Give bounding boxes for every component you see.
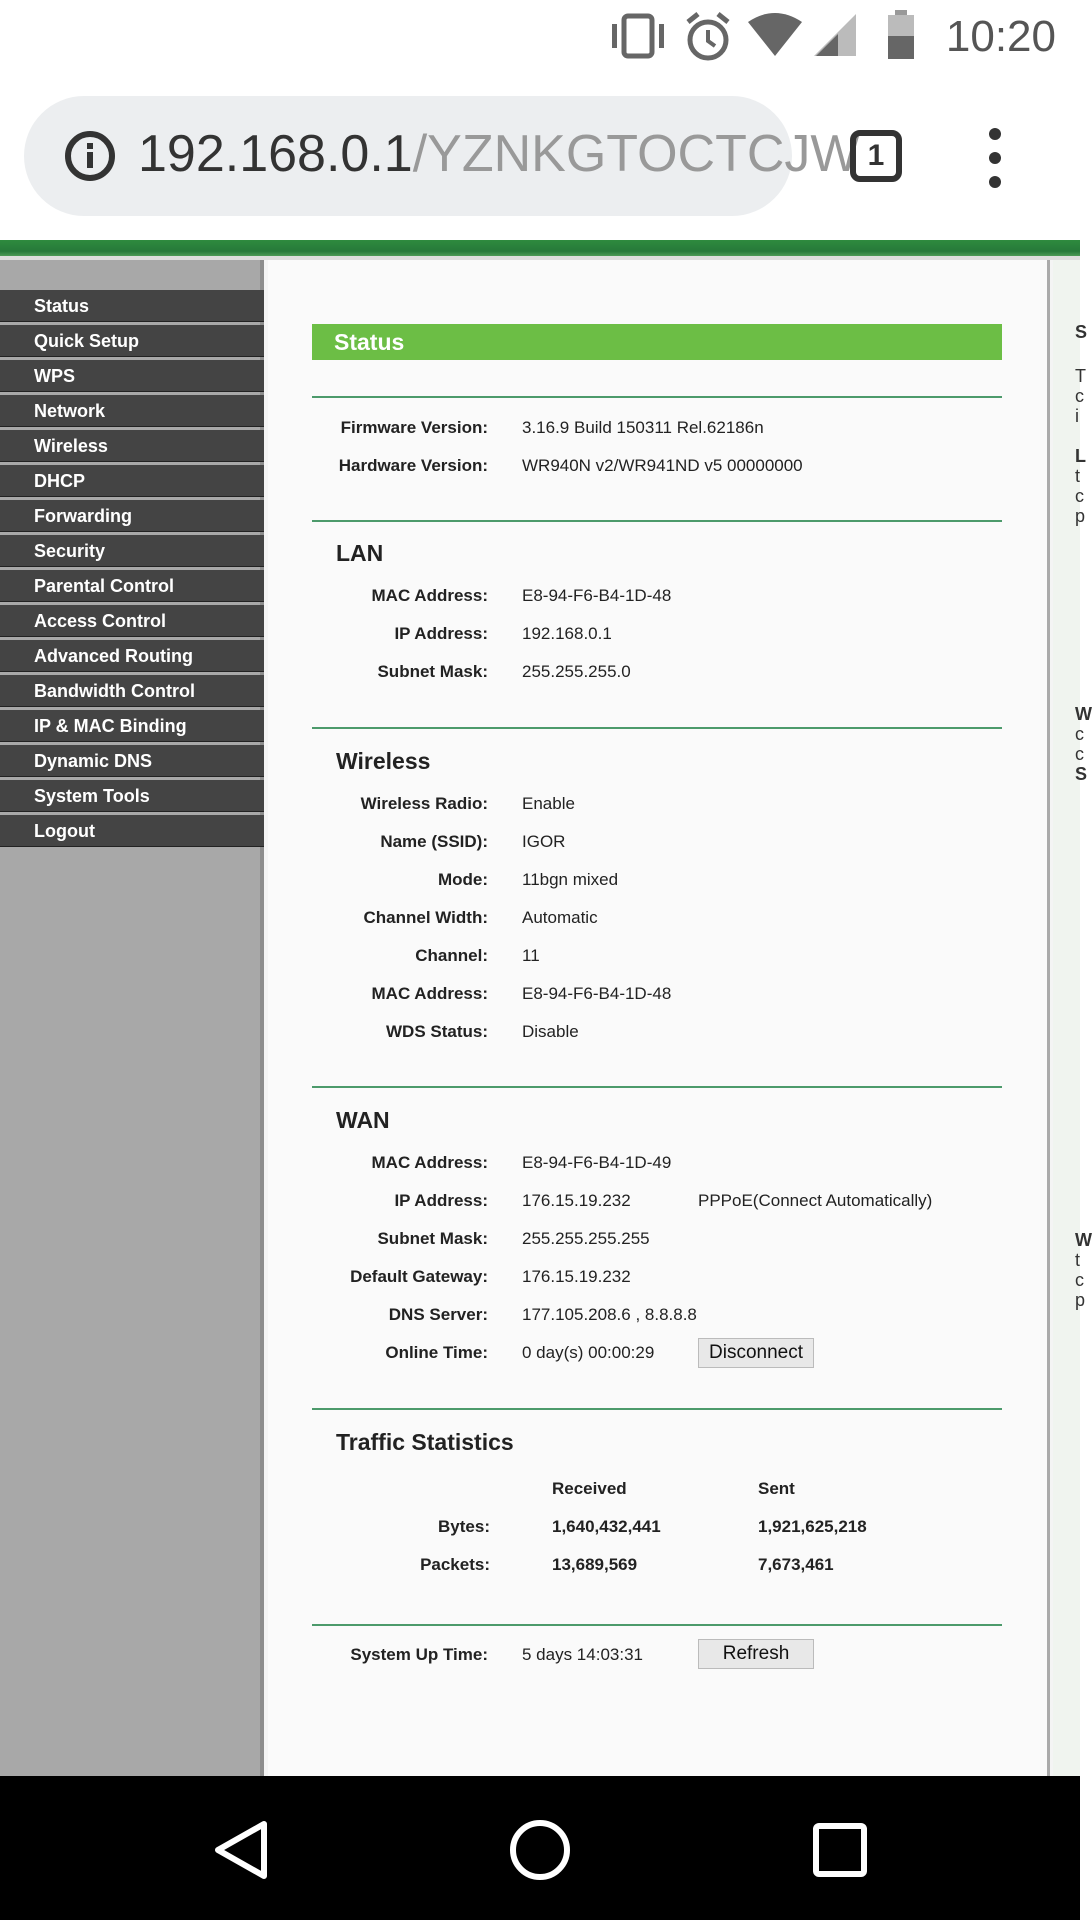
- packets-label: Packets:: [420, 1555, 490, 1574]
- help-fragment: p: [1075, 506, 1086, 526]
- sidebar-item-logout[interactable]: Logout: [0, 815, 264, 847]
- firmware-label: Firmware Version:: [340, 418, 488, 437]
- wan-ip-label: IP Address:: [394, 1191, 488, 1210]
- sidebar-item-system-tools[interactable]: System Tools: [0, 780, 264, 812]
- sidebar-item-ip-mac-binding[interactable]: IP & MAC Binding: [0, 710, 264, 742]
- dns-value: 177.105.208.6 , 8.8.8.8: [522, 1305, 697, 1324]
- info-icon[interactable]: [64, 130, 116, 182]
- traffic-title: Traffic Statistics: [336, 1429, 514, 1455]
- lan-mask-value: 255.255.255.0: [522, 662, 631, 681]
- sidebar-item-quick-setup[interactable]: Quick Setup: [0, 325, 264, 357]
- router-page: [0, 260, 1092, 1776]
- sidebar-item-bandwidth-control[interactable]: Bandwidth Control: [0, 675, 264, 707]
- lan-ip-value: 192.168.0.1: [522, 624, 612, 643]
- mode-value: 11bgn mixed: [522, 870, 619, 889]
- help-fragment: T: [1075, 366, 1086, 386]
- bytes-sent: 1,921,625,218: [758, 1517, 867, 1536]
- page-title: Status: [312, 324, 1002, 360]
- signal-icon: [812, 12, 858, 58]
- gateway-label: Default Gateway:: [350, 1267, 488, 1286]
- uptime-value: 5 days 14:03:31: [522, 1645, 643, 1664]
- packets-sent: 7,673,461: [758, 1555, 834, 1574]
- lan-mac-label: MAC Address:: [371, 586, 488, 605]
- address-bar[interactable]: [24, 96, 860, 216]
- sidebar-item-dynamic-dns[interactable]: Dynamic DNS: [0, 745, 264, 777]
- section-divider: [312, 1408, 1002, 1410]
- help-fragment: t: [1075, 1250, 1081, 1270]
- bytes-label: Bytes:: [438, 1517, 490, 1536]
- sent-header: Sent: [758, 1479, 795, 1498]
- lan-mac-value: E8-94-F6-B4-1D-48: [522, 586, 672, 605]
- lan-mask-label: Subnet Mask:: [377, 662, 488, 681]
- wireless-mac-value: E8-94-F6-B4-1D-48: [522, 984, 672, 1003]
- help-fragment: S: [1075, 322, 1088, 342]
- wireless-mac-label: MAC Address:: [371, 984, 488, 1003]
- channel-width-value: Automatic: [522, 908, 598, 927]
- wan-connection-type: PPPoE(Connect Automatically): [698, 1191, 933, 1210]
- wan-mask-label: Subnet Mask:: [377, 1229, 488, 1248]
- wan-mac-label: MAC Address:: [371, 1153, 488, 1172]
- wifi-icon: [746, 12, 804, 58]
- ssid-label: Name (SSID):: [380, 832, 488, 851]
- status-content: [268, 260, 1050, 1776]
- wan-ip-value: 176.15.19.232: [522, 1191, 631, 1210]
- refresh-button[interactable]: Refresh: [698, 1639, 814, 1669]
- packets-received: 13,689,569: [552, 1555, 638, 1574]
- hardware-label: Hardware Version:: [338, 456, 488, 475]
- help-fragment: c: [1075, 386, 1084, 406]
- tab-switcher-button[interactable]: 1: [850, 130, 902, 182]
- section-divider: [312, 520, 1002, 522]
- url-host: 192.168.0.1: [138, 125, 413, 183]
- sidebar: [0, 260, 264, 1776]
- online-time-value: 0 day(s) 00:00:29: [522, 1343, 655, 1362]
- help-panel: [1053, 260, 1092, 1776]
- sidebar-item-status[interactable]: Status: [0, 290, 264, 322]
- channel-value: 11: [522, 946, 540, 965]
- online-time-label: Online Time:: [385, 1343, 488, 1362]
- browser-menu-button[interactable]: [980, 128, 1010, 188]
- alarm-icon: [684, 10, 732, 62]
- home-icon[interactable]: [508, 1818, 572, 1882]
- wireless-title: Wireless: [336, 748, 431, 774]
- section-divider: [312, 396, 1002, 398]
- sidebar-item-wps[interactable]: WPS: [0, 360, 264, 392]
- navigation-bar: [0, 1776, 1080, 1920]
- sidebar-item-dhcp[interactable]: DHCP: [0, 465, 264, 497]
- bytes-received: 1,640,432,441: [552, 1517, 661, 1536]
- sidebar-item-network[interactable]: Network: [0, 395, 264, 427]
- lan-title: LAN: [336, 540, 384, 566]
- help-fragment: t: [1075, 466, 1081, 486]
- help-fragment: L: [1075, 446, 1086, 466]
- wds-status-label: WDS Status:: [386, 1022, 488, 1041]
- received-header: Received: [552, 1479, 627, 1498]
- gateway-value: 176.15.19.232: [522, 1267, 631, 1286]
- ssid-value: IGOR: [522, 832, 566, 851]
- wan-mask-value: 255.255.255.255: [522, 1229, 650, 1248]
- wireless-radio-label: Wireless Radio:: [360, 794, 488, 813]
- section-divider: [312, 1624, 1002, 1626]
- header-strip: [0, 240, 1080, 256]
- status-bar: [0, 0, 1080, 75]
- clock: 10:20: [945, 12, 1056, 61]
- sidebar-item-access-control[interactable]: Access Control: [0, 605, 264, 637]
- dns-label: DNS Server:: [388, 1305, 488, 1324]
- help-fragment: p: [1075, 1290, 1086, 1310]
- url-path: /YZNKGTOCTCJW: [412, 125, 860, 183]
- sidebar-item-advanced-routing[interactable]: Advanced Routing: [0, 640, 264, 672]
- recents-icon[interactable]: [812, 1822, 868, 1878]
- sidebar-menu: [0, 290, 264, 850]
- sidebar-item-wireless[interactable]: Wireless: [0, 430, 264, 462]
- mode-label: Mode:: [437, 870, 488, 889]
- section-divider: [312, 727, 1002, 729]
- wan-title: WAN: [336, 1107, 390, 1133]
- section-divider: [312, 1086, 1002, 1088]
- help-fragment: S: [1075, 764, 1088, 784]
- hardware-value: WR940N v2/WR941ND v5 00000000: [522, 456, 803, 475]
- wds-status-value: Disable: [522, 1022, 579, 1041]
- back-icon[interactable]: [212, 1820, 272, 1880]
- help-fragment: c: [1075, 1270, 1084, 1290]
- help-fragment: c: [1075, 486, 1084, 506]
- help-fragment: W: [1075, 704, 1092, 724]
- help-fragment: i: [1075, 406, 1079, 426]
- wireless-radio-value: Enable: [522, 794, 575, 813]
- wan-mac-value: E8-94-F6-B4-1D-49: [522, 1153, 672, 1172]
- battery-icon: [886, 10, 916, 60]
- disconnect-button[interactable]: Disconnect: [698, 1338, 814, 1368]
- uptime-label: System Up Time:: [350, 1645, 488, 1664]
- channel-width-label: Channel Width:: [363, 908, 488, 927]
- vibrate-icon: [610, 12, 666, 60]
- channel-label: Channel:: [415, 946, 488, 965]
- firmware-value: 3.16.9 Build 150311 Rel.62186n: [522, 418, 764, 437]
- help-fragment: c: [1075, 744, 1084, 764]
- sidebar-item-parental-control[interactable]: Parental Control: [0, 570, 264, 602]
- sidebar-item-security[interactable]: Security: [0, 535, 264, 567]
- lan-ip-label: IP Address:: [394, 624, 488, 643]
- help-fragment: c: [1075, 724, 1084, 744]
- url-text[interactable]: [138, 124, 860, 184]
- help-fragment: W: [1075, 1230, 1092, 1250]
- sidebar-item-forwarding[interactable]: Forwarding: [0, 500, 264, 532]
